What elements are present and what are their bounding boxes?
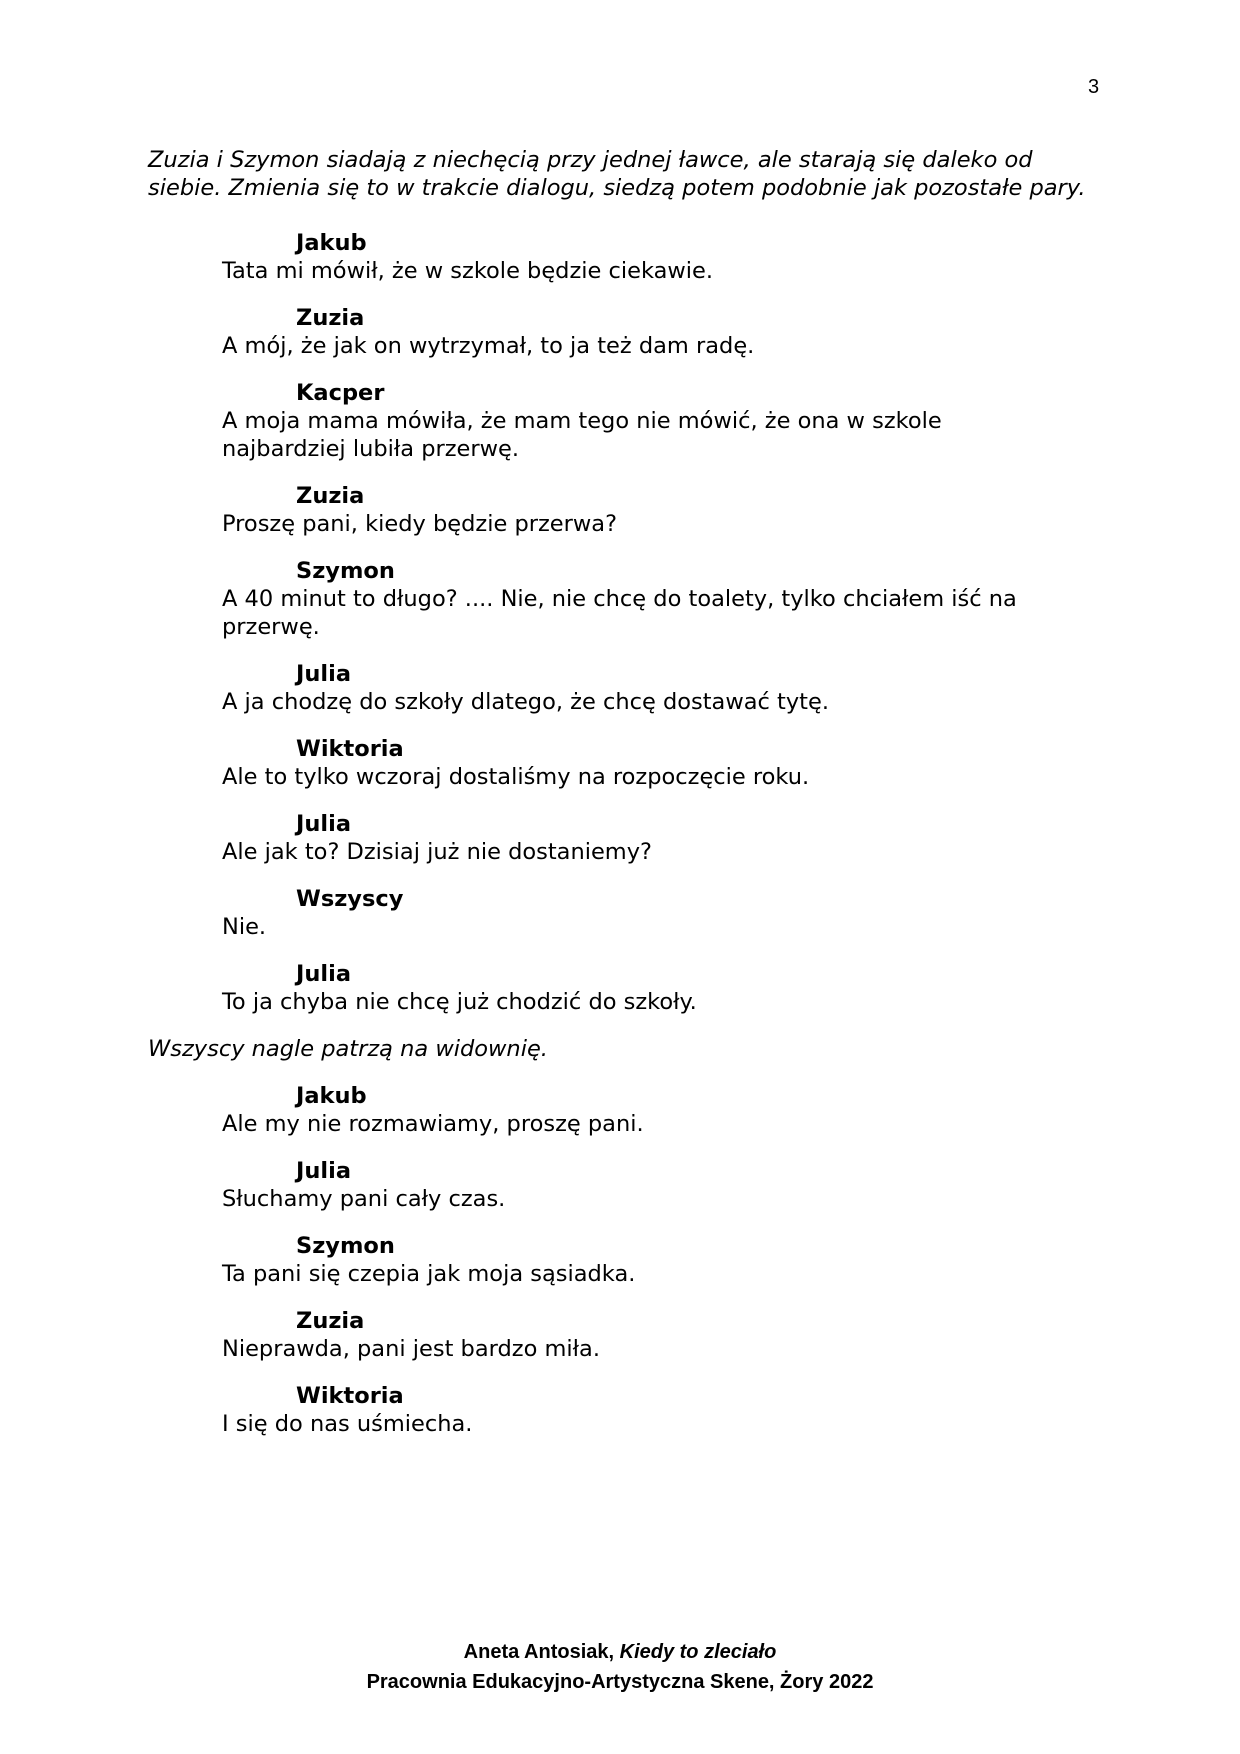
script-content xyxy=(148,146,1088,1438)
speaker-name: Wiktoria xyxy=(296,1383,404,1409)
dialogue-line: Tata mi mówił, że w szkole będzie ciekawie. xyxy=(222,258,714,284)
dialogue-line: A moja mama mówiła, że mam tego nie mówić, że ona w szkole najbardziej lubiła przerwę. xyxy=(222,408,942,462)
page-number: 3 xyxy=(1088,76,1100,98)
dialogue-block xyxy=(148,1157,1088,1213)
dialogue-block xyxy=(148,810,1088,866)
speaker-name: Jakub xyxy=(296,230,367,256)
dialogue-block xyxy=(148,660,1088,716)
dialogue-block xyxy=(148,735,1088,791)
speaker-name: Julia xyxy=(296,1158,351,1184)
dialogue-line: Ta pani się czepia jak moja sąsiadka. xyxy=(222,1261,636,1287)
dialogue-line: A 40 minut to długo? .... Nie, nie chcę do toalety, tylko chciałem iść na przerwę. xyxy=(222,586,1017,640)
speaker-name: Zuzia xyxy=(296,305,365,331)
footer-publisher: Pracownia Edukacyjno-Artystyczna Skene, Żory 2022 xyxy=(366,1671,874,1693)
stage-direction-middle: Wszyscy nagle patrzą na widownię. xyxy=(148,1036,548,1062)
speaker-name: Zuzia xyxy=(296,483,365,509)
dialogue-line: Ale my nie rozmawiamy, proszę pani. xyxy=(222,1111,644,1137)
dialogue-line: Ale jak to? Dzisiaj już nie dostaniemy? xyxy=(222,839,652,865)
footer-title: Kiedy to zleciało xyxy=(619,1641,777,1663)
speaker-name: Julia xyxy=(296,961,351,987)
speaker-name: Jakub xyxy=(296,1083,367,1109)
speaker-name: Szymon xyxy=(296,558,395,584)
speaker-name: Wszyscy xyxy=(296,886,404,912)
speaker-name: Wiktoria xyxy=(296,736,404,762)
speaker-name: Szymon xyxy=(296,1233,395,1259)
dialogue-line: A mój, że jak on wytrzymał, to ja też dam radę. xyxy=(222,333,755,359)
speaker-name: Kacper xyxy=(296,380,385,406)
dialogue-line: Słuchamy pani cały czas. xyxy=(222,1186,506,1212)
dialogue-block xyxy=(148,885,1088,941)
dialogue-block xyxy=(148,1232,1088,1288)
dialogue-block xyxy=(148,1382,1088,1438)
dialogue-block xyxy=(148,482,1088,538)
dialogue-line: To ja chyba nie chcę już chodzić do szkoły. xyxy=(222,989,697,1015)
dialogue-block xyxy=(148,1307,1088,1363)
dialogue-line: Nie. xyxy=(222,914,267,940)
dialogue-line: Ale to tylko wczoraj dostaliśmy na rozpoczęcie roku. xyxy=(222,764,810,790)
dialogue-line: A ja chodzę do szkoły dlatego, że chcę dostawać tytę. xyxy=(222,689,829,715)
dialogue-block xyxy=(148,379,1088,463)
dialogue-block xyxy=(148,960,1088,1016)
footer-author: Aneta Antosiak, xyxy=(463,1641,620,1663)
dialogue-block xyxy=(148,304,1088,360)
dialogue-line: Proszę pani, kiedy będzie przerwa? xyxy=(222,511,618,537)
dialogue-block xyxy=(148,229,1088,285)
speaker-name: Zuzia xyxy=(296,1308,365,1334)
speaker-name: Julia xyxy=(296,811,351,837)
dialogue-block xyxy=(148,1082,1088,1138)
dialogue-block xyxy=(148,557,1088,641)
footer-citation xyxy=(0,1637,1240,1667)
dialogue-line: I się do nas uśmiecha. xyxy=(222,1411,473,1437)
stage-direction-opening: Zuzia i Szymon siadają z niechęcią przy jednej ławce, ale starają się daleko od siebie. Zmienia się to w trakcie dialogu, siedzą potem podobnie jak pozostałe pary. xyxy=(148,147,1086,201)
dialogue-line: Nieprawda, pani jest bardzo miła. xyxy=(222,1336,600,1362)
speaker-name: Julia xyxy=(296,661,351,687)
